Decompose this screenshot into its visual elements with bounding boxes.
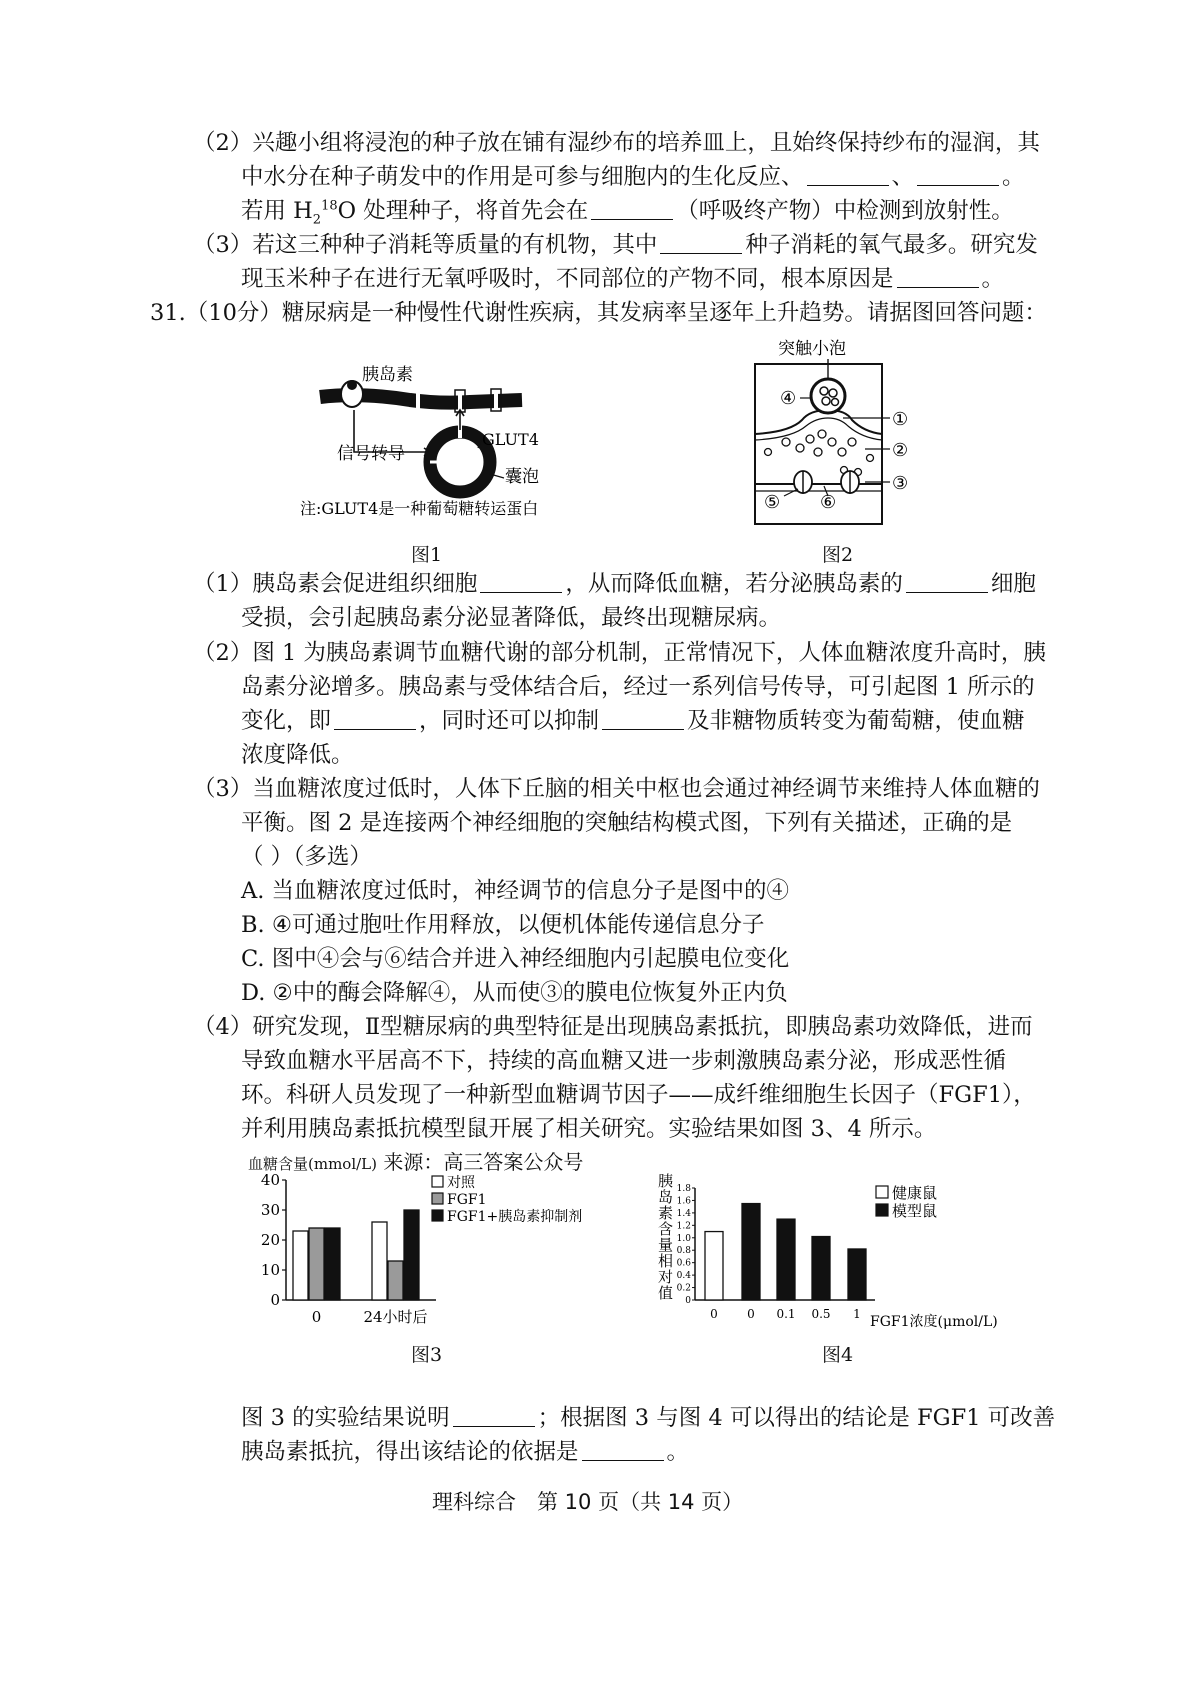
figure-3-chart: [250, 1172, 630, 1332]
answer-blank[interactable]: [453, 1406, 535, 1427]
q31-part4-line2: 导致血糖水平居高不下，持续的高血糖又进一步刺激胰岛素分泌，形成恶性循: [241, 1048, 1007, 1074]
figure-2-synapse: [740, 334, 930, 534]
bar-fgf1: [309, 1228, 324, 1300]
answer-blank[interactable]: [602, 709, 684, 730]
x-category-label: 0: [747, 1307, 755, 1321]
bar-control: [293, 1231, 308, 1300]
legend-label: 对照: [447, 1175, 475, 1191]
q31-option-c[interactable]: C. 图中④会与⑥结合并进入神经细胞内引起膜电位变化: [241, 946, 790, 972]
figure-1-insulin-mechanism: [300, 352, 590, 522]
q30-part2-line3: 若用 $H_2^{18}O$ 处理种子，将首先会在 （呼吸终产物）中检测到放射性。: [241, 198, 1014, 228]
q31-header: 31.（10分）糖尿病是一种慢性代谢性疾病，其发病率呈逐年上升趋势。请据图回答问题：: [150, 300, 1047, 326]
figure-4-chart: [650, 1172, 1040, 1332]
legend-label: 健康鼠: [892, 1184, 938, 1202]
q31-part2-line4: 浓度降低。: [241, 742, 354, 768]
x-category-label: 0.5: [811, 1307, 831, 1321]
bar-fgf1: [388, 1261, 403, 1300]
y-axis-label-char: 相: [658, 1252, 674, 1270]
legend-label: FGF1+胰岛素抑制剂: [447, 1209, 583, 1225]
bar-control: [372, 1222, 387, 1300]
page-footer: 理科综合 第 10 页（共 14 页）: [432, 1490, 744, 1514]
q31-part2-line3: 变化，即 ，同时还可以抑制 及非糖物质转变为葡萄糖，使血糖: [241, 708, 1025, 734]
y-axis-label-char: 岛: [658, 1188, 674, 1206]
fig1-label-vesicle: 囊泡: [505, 467, 539, 487]
q31-final-line1: 图 3 的实验结果说明 ；根据图 3 与图 4 可以得出的结论是 FGF1 可改善: [241, 1405, 1056, 1431]
x-category-label: 24小时后: [363, 1308, 428, 1326]
fig1-label-glut4: GLUT4: [482, 430, 539, 449]
x-category-label: 1: [853, 1307, 861, 1321]
q31-option-a[interactable]: A. 当血糖浓度过低时，神经调节的信息分子是图中的④: [241, 878, 790, 904]
q31-part1-line2: 受损，会引起胰岛素分泌显著降低，最终出现糖尿病。: [241, 605, 782, 631]
fig1-label-signal: 信号转导: [337, 444, 405, 464]
fig1-note: 注:GLUT4是一种葡萄糖转运蛋白: [300, 499, 539, 518]
q31-option-d[interactable]: D. ②中的酶会降解④，从而使③的膜电位恢复外正内负: [241, 980, 788, 1006]
figure-3-ylabel-and-source: [248, 1150, 583, 1175]
legend-label: FGF1: [447, 1192, 487, 1208]
q31-part2-line1: （2）图 1 为胰岛素调节血糖代谢的部分机制，正常情况下，人体血糖浓度升高时，胰: [193, 640, 1046, 666]
bar-model: [777, 1219, 795, 1300]
y-tick-label: 0.6: [676, 1258, 691, 1269]
fig1-label-insulin: 胰岛素: [362, 365, 413, 385]
q31-part3-line1: （3）当血糖浓度过低时，人体下丘脑的相关中枢也会通过神经调节来维持人体血糖的: [193, 776, 1040, 802]
answer-blank[interactable]: [480, 572, 562, 593]
y-tick-label: 40: [260, 1171, 280, 1189]
fig2-number-2: ②: [892, 440, 909, 461]
q31-part2-line2: 岛素分泌增多。胰岛素与受体结合后，经过一系列信号传导，可引起图 1 所示的: [241, 674, 1035, 700]
y-axis-label-char: 量: [658, 1236, 674, 1254]
figure-3-ylabel: 血糖含量(mmol/L): [248, 1155, 377, 1173]
y-tick-label: 20: [260, 1231, 280, 1249]
fig2-number-6: ⑥: [820, 492, 837, 513]
q31-part1-line1: （1）胰岛素会促进组织细胞 ，从而降低血糖，若分泌胰岛素的 细胞: [193, 571, 1036, 597]
legend-swatch: [432, 1176, 443, 1187]
fig2-number-5: ⑤: [764, 492, 781, 513]
x-category-label: 0: [710, 1307, 718, 1321]
answer-blank[interactable]: [591, 199, 673, 220]
y-tick-label: 0.8: [676, 1246, 691, 1257]
legend-swatch: [876, 1204, 888, 1216]
y-axis-label-char: 值: [658, 1284, 674, 1302]
q31-option-b[interactable]: B. ④可通过胞吐作用释放，以便机体能传递信息分子: [241, 912, 765, 938]
fig2-label-synaptic-vesicle: 突触小泡: [778, 339, 846, 359]
bar-model: [848, 1249, 866, 1300]
figure-4-caption: 图4: [822, 1344, 854, 1366]
q31-final-line2: 胰岛素抵抗，得出该结论的依据是 。: [241, 1439, 690, 1465]
figure-3-caption: 图3: [411, 1344, 443, 1366]
y-tick-label: 0.2: [676, 1283, 691, 1294]
bar-model: [742, 1204, 760, 1300]
y-axis-label-char: 含: [658, 1220, 674, 1238]
q31-part4-line1: （4）研究发现，Ⅱ型糖尿病的典型特征是出现胰岛素抵抗，即胰岛素功效降低，进而: [193, 1014, 1033, 1040]
fig2-number-3: ③: [892, 473, 909, 494]
figure-2-caption: 图2: [822, 544, 854, 566]
y-tick-label: 1.2: [676, 1221, 691, 1232]
y-tick-label: 1.8: [676, 1184, 691, 1194]
answer-blank[interactable]: [334, 709, 416, 730]
q31-part4-line4: 并利用胰岛素抵抗模型鼠开展了相关研究。实验结果如图 3、4 所示。: [241, 1116, 937, 1142]
x-category-label: 0: [311, 1308, 322, 1326]
q31-part3-line2: 平衡。图 2 是连接两个神经细胞的突触结构模式图，下列有关描述，正确的是: [241, 810, 1013, 836]
y-axis-label-char: 素: [658, 1204, 674, 1222]
answer-blank[interactable]: [897, 267, 979, 288]
x-category-label: 0.1: [776, 1307, 796, 1321]
y-tick-label: 1.4: [676, 1208, 691, 1219]
y-tick-label: 0: [270, 1291, 280, 1309]
legend-swatch: [432, 1210, 443, 1221]
figure-1-caption: 图1: [411, 544, 443, 566]
legend-label: 模型鼠: [892, 1202, 938, 1220]
answer-blank[interactable]: [906, 572, 988, 593]
legend-swatch: [876, 1186, 888, 1198]
fig2-number-4: ④: [780, 388, 797, 409]
source-note: 来源：高三答案公众号: [377, 1150, 584, 1174]
x-axis-label: FGF1浓度(μmol/L): [870, 1314, 998, 1330]
answer-blank[interactable]: [582, 1440, 664, 1461]
y-tick-label: 1.6: [676, 1196, 691, 1207]
bar-model: [812, 1237, 830, 1300]
q31-part3-line3: （ ）（多选）: [241, 844, 372, 870]
fig2-number-1: ①: [892, 409, 909, 430]
y-tick-label: 0.4: [676, 1271, 691, 1282]
y-tick-label: 0: [685, 1296, 691, 1306]
q30-part2-line1: （2）兴趣小组将浸泡的种子放在铺有湿纱布的培养皿上，且始终保持纱布的湿润，其: [193, 130, 1040, 156]
y-tick-label: 30: [260, 1201, 280, 1219]
answer-blank[interactable]: [807, 165, 889, 186]
legend-swatch: [432, 1193, 443, 1204]
q30-part2-line2: 中水分在种子萌发中的作用是可参与细胞内的生化反应、 、 。: [241, 164, 1025, 190]
y-tick-label: 1.0: [676, 1233, 691, 1244]
bar-healthy: [705, 1232, 723, 1300]
answer-blank[interactable]: [917, 165, 999, 186]
bar-fgf1-inhibitor: [325, 1228, 340, 1300]
bar-fgf1-inhibitor: [404, 1210, 419, 1300]
answer-blank[interactable]: [660, 233, 742, 254]
y-tick-label: 10: [260, 1261, 280, 1279]
q31-part4-line3: 环。科研人员发现了一种新型血糖调节因子——成纤维细胞生长因子（FGF1），: [241, 1082, 1036, 1108]
y-axis-label-char: 胰: [658, 1172, 674, 1190]
q30-part3-line1: （3）若这三种种子消耗等质量的有机物，其中 种子消耗的氧气最多。研究发: [193, 232, 1038, 258]
y-axis-label-char: 对: [658, 1268, 674, 1286]
q30-part3-line2: 现玉米种子在进行无氧呼吸时，不同部位的产物不同，根本原因是 。: [241, 266, 1005, 292]
